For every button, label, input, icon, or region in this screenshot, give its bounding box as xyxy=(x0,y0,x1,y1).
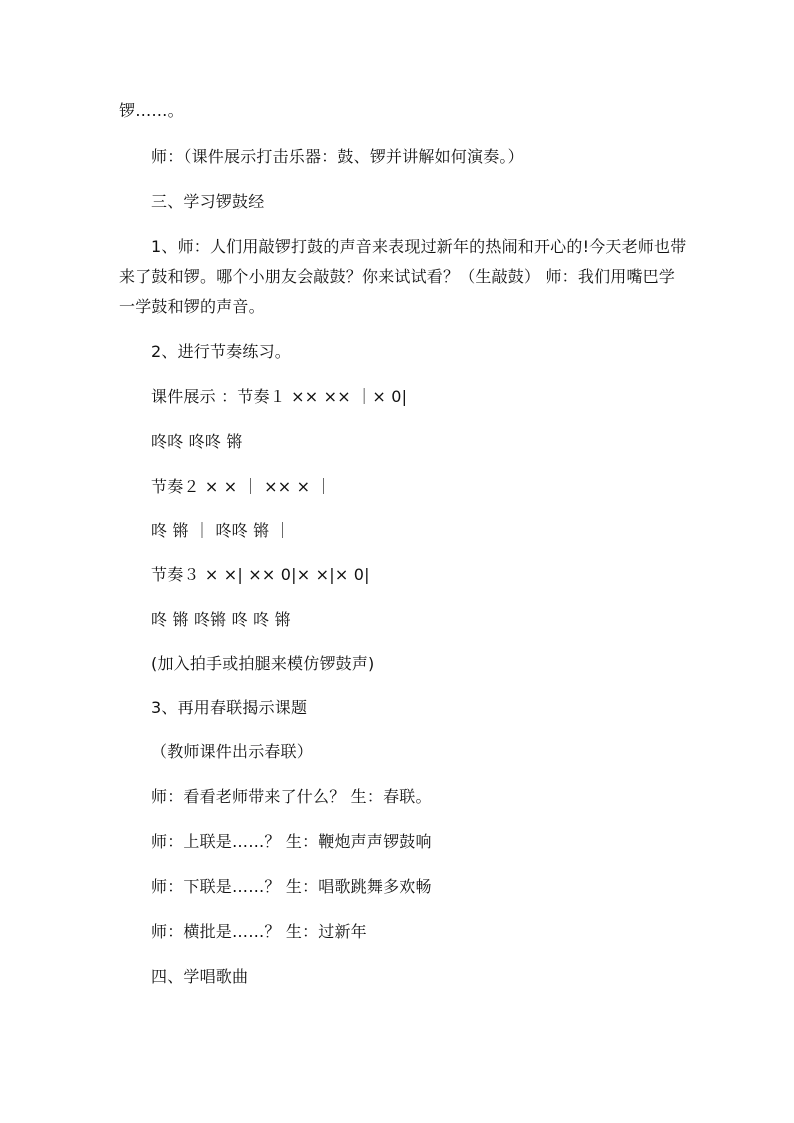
section-heading: 三、学习锣鼓经 xyxy=(151,192,265,211)
text-line: 1、师：人们用敲锣打鼓的声音来表现过新年的热闹和开心的!今天老师也带 xyxy=(151,237,687,256)
dialogue-line: 师：看看老师带来了什么？ 生：春联。 xyxy=(151,787,432,806)
text-line: 2、进行节奏练习。 xyxy=(151,342,291,361)
rhythm-line: 课件展示 ：节奏１ ×× ×× ｜× 0| xyxy=(151,387,408,406)
text-line: 师：（课件展示打击乐器：鼓、锣并讲解如何演奏。） xyxy=(151,147,524,166)
text-line: 3、再用春联揭示课题 xyxy=(151,698,308,717)
rhythm-syllables: 咚咚 咚咚 锵 xyxy=(151,432,243,451)
rhythm-syllables: 咚 锵 咚锵 咚 咚 锵 xyxy=(151,610,291,629)
dialogue-line: 师：横批是……？ 生：过新年 xyxy=(151,922,367,941)
rhythm-line: 节奏２ × × ｜ ×× × ｜ xyxy=(151,477,332,496)
text-line: 锣……。 xyxy=(119,101,184,120)
rhythm-line: 节奏３ × ×| ×× 0|× ×|× 0| xyxy=(151,565,370,584)
text-line: (加入拍手或拍腿来模仿锣鼓声) xyxy=(151,654,375,673)
text-line: 来了鼓和锣。哪个小朋友会敲鼓？你来试试看？（生敲鼓） 师：我们用嘴巴学 xyxy=(119,267,676,286)
dialogue-line: 师：下联是……？ 生：唱歌跳舞多欢畅 xyxy=(151,877,432,896)
text-line: （教师课件出示春联） xyxy=(151,742,314,761)
text-line: 一学鼓和锣的声音。 xyxy=(119,297,265,316)
dialogue-line: 师：上联是……？ 生：鞭炮声声锣鼓响 xyxy=(151,832,432,851)
rhythm-syllables: 咚 锵 ｜ 咚咚 锵 ｜ xyxy=(151,521,291,540)
section-heading: 四、学唱歌曲 xyxy=(151,967,249,986)
